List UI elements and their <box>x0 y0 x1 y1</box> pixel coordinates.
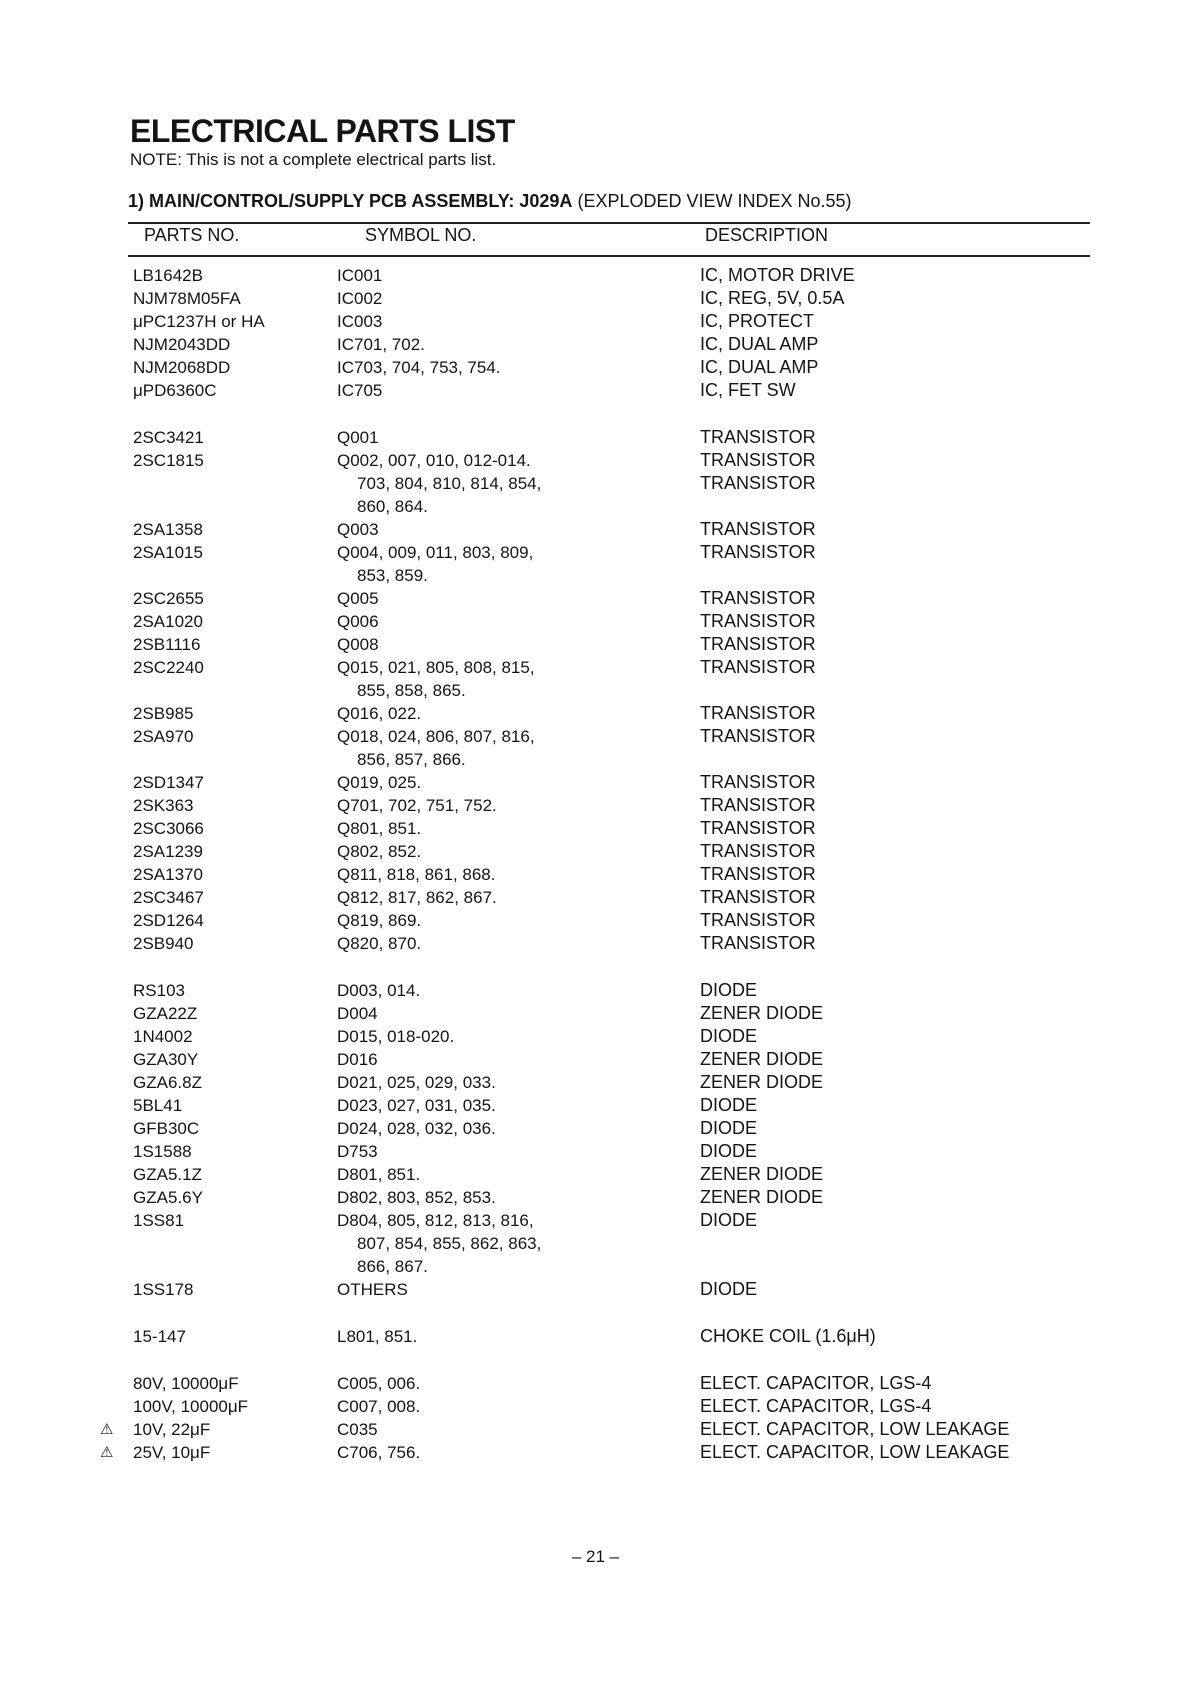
symbol-line: C035 <box>337 1420 378 1439</box>
note: NOTE: This is not a complete electrical parts list. <box>130 150 497 169</box>
description <box>700 633 816 656</box>
symbol-line: D021, 025, 029, 033. <box>337 1073 496 1092</box>
symbol-number <box>337 1002 378 1025</box>
part-number: 5BL41 <box>133 1096 183 1115</box>
symbol-number <box>337 310 382 333</box>
symbol-line: 866, 867. <box>357 1257 428 1276</box>
symbol-line: Q004, 009, 011, 803, 809, <box>337 543 534 562</box>
description <box>700 725 816 748</box>
symbol-number <box>337 541 533 587</box>
description-line: TRANSISTOR <box>700 542 816 562</box>
symbol-line: Q701, 702, 751, 752. <box>337 796 497 815</box>
description <box>700 518 816 541</box>
col-header-parts: PARTS NO. <box>144 225 240 245</box>
table-row <box>0 979 1191 1002</box>
description <box>700 449 816 495</box>
symbol-line: Q006 <box>337 612 379 631</box>
symbol-line: Q812, 817, 862, 867. <box>337 888 497 907</box>
table-row <box>0 1441 1191 1464</box>
description <box>700 979 757 1002</box>
symbol-number <box>337 379 382 402</box>
description-line: TRANSISTOR <box>700 726 816 746</box>
description-line: DIODE <box>700 1210 758 1230</box>
description <box>700 909 816 932</box>
description <box>700 886 816 909</box>
part-number: GZA5.6Y <box>133 1188 203 1207</box>
symbol-line: D801, 851. <box>337 1165 421 1184</box>
description-line: TRANSISTOR <box>700 818 816 838</box>
description <box>700 932 816 955</box>
symbol-line: Q005 <box>337 589 379 608</box>
description-line: ZENER DIODE <box>700 1003 824 1023</box>
symbol-line: Q001 <box>337 428 379 447</box>
part-number: 2SB940 <box>133 934 194 953</box>
symbol-line: 860, 864. <box>357 497 428 516</box>
description <box>700 1048 823 1071</box>
symbol-line: IC002 <box>337 289 383 308</box>
table-row <box>0 310 1191 333</box>
description <box>700 287 844 310</box>
symbol-line: IC705 <box>337 381 383 400</box>
part-number: 2SC3467 <box>133 888 204 907</box>
description <box>700 310 814 333</box>
table-row <box>0 518 1191 541</box>
description-line: IC, REG, 5V, 0.5A <box>700 288 845 308</box>
part-number: μPC1237H or HA <box>133 312 265 331</box>
symbol-number <box>337 656 535 702</box>
description <box>700 1325 876 1348</box>
symbol-line: D024, 028, 032, 036. <box>337 1119 496 1138</box>
symbol-number <box>337 886 497 909</box>
table-row <box>0 1325 1191 1372</box>
description <box>700 356 818 379</box>
description <box>700 1278 757 1301</box>
symbol-number <box>337 518 379 541</box>
description-line: DIODE <box>700 1279 758 1299</box>
part-number: NJM2068DD <box>133 358 231 377</box>
description <box>700 771 816 794</box>
part-number: 25V, 10μF <box>133 1443 211 1462</box>
section-heading <box>128 191 852 212</box>
table-row <box>0 886 1191 909</box>
part-number: 2SD1264 <box>133 911 204 930</box>
part-number: NJM2043DD <box>133 335 231 354</box>
symbol-number <box>337 1117 496 1140</box>
description <box>700 1117 757 1140</box>
symbol-number <box>337 725 535 771</box>
part-number: GZA30Y <box>133 1050 199 1069</box>
table-row <box>0 541 1191 587</box>
section-assembly: 1) MAIN/CONTROL/SUPPLY PCB ASSEMBLY: J029A <box>128 191 573 211</box>
symbol-line: Q002, 007, 010, 012-014. <box>337 451 531 470</box>
description-line: TRANSISTOR <box>700 473 816 493</box>
symbol-number <box>337 287 382 310</box>
description-line: TRANSISTOR <box>700 657 816 677</box>
description-line: TRANSISTOR <box>700 611 816 631</box>
symbol-line: 855, 858, 865. <box>357 681 466 700</box>
description <box>700 587 816 610</box>
table-row <box>0 264 1191 287</box>
description <box>700 1140 757 1163</box>
description <box>700 426 816 449</box>
part-number: 100V, 10000μF <box>133 1397 249 1416</box>
table-row <box>0 1372 1191 1395</box>
part-number: 1SS81 <box>133 1211 185 1230</box>
description-line: TRANSISTOR <box>700 450 816 470</box>
symbol-line: Q019, 025. <box>337 773 422 792</box>
symbol-number <box>337 1372 420 1395</box>
table-row <box>0 1418 1191 1441</box>
symbol-number <box>337 356 501 379</box>
description <box>700 840 816 863</box>
description-line: TRANSISTOR <box>700 427 816 447</box>
part-number: 2SA970 <box>133 727 194 746</box>
description <box>700 656 816 679</box>
part-number: 2SA1370 <box>133 865 203 884</box>
description-line: IC, FET SW <box>700 380 796 400</box>
description-line: DIODE <box>700 1026 758 1046</box>
description-line: CHOKE COIL (1.6μH) <box>700 1326 876 1346</box>
table-row <box>0 1071 1191 1094</box>
description-line: TRANSISTOR <box>700 588 816 608</box>
description-line: IC, PROTECT <box>700 311 815 331</box>
symbol-number <box>337 1140 378 1163</box>
table-row <box>0 656 1191 702</box>
table-row <box>0 1209 1191 1278</box>
description-line: DIODE <box>700 980 758 1000</box>
description <box>700 1441 1009 1464</box>
symbol-number <box>337 426 379 449</box>
table-row <box>0 1186 1191 1209</box>
symbol-line: Q015, 021, 805, 808, 815, <box>337 658 535 677</box>
part-number: 2SK363 <box>133 796 194 815</box>
table-row <box>0 1278 1191 1325</box>
symbol-line: D016 <box>337 1050 378 1069</box>
description <box>700 541 816 564</box>
part-number: GFB30C <box>133 1119 200 1138</box>
description-line: ELECT. CAPACITOR, LGS-4 <box>700 1373 932 1393</box>
table-row <box>0 426 1191 449</box>
symbol-line: 856, 857, 866. <box>357 750 466 769</box>
part-number: 2SA1015 <box>133 543 203 562</box>
description-line: TRANSISTOR <box>700 772 816 792</box>
col-header-description: DESCRIPTION <box>705 225 829 245</box>
symbol-number <box>337 333 425 356</box>
description <box>700 1418 1009 1441</box>
symbol-line: IC001 <box>337 266 383 285</box>
symbol-line: Q003 <box>337 520 379 539</box>
description <box>700 702 816 725</box>
safety-warning-icon: ⚠ <box>100 1444 114 1461</box>
symbol-number <box>337 1094 496 1117</box>
description-line: TRANSISTOR <box>700 795 816 815</box>
part-number: GZA5.1Z <box>133 1165 202 1184</box>
part-number: 10V, 22μF <box>133 1420 211 1439</box>
symbol-number <box>337 863 495 886</box>
table-row <box>0 1395 1191 1418</box>
part-number: 2SC3421 <box>133 428 204 447</box>
symbol-line: Q801, 851. <box>337 819 422 838</box>
symbol-line: Q819, 869. <box>337 911 422 930</box>
symbol-number <box>337 1395 420 1418</box>
table-row <box>0 771 1191 794</box>
description-line: TRANSISTOR <box>700 634 816 654</box>
table-row <box>0 725 1191 771</box>
description <box>700 333 818 356</box>
part-number: 1SS178 <box>133 1280 194 1299</box>
part-number: GZA22Z <box>133 1004 198 1023</box>
description <box>700 379 796 402</box>
part-number: 2SD1347 <box>133 773 204 792</box>
symbol-line: Q008 <box>337 635 379 654</box>
description-line: ZENER DIODE <box>700 1187 824 1207</box>
symbol-line: L801, 851. <box>337 1327 418 1346</box>
header-top-rule <box>128 222 1090 224</box>
header-bottom-rule <box>128 255 1090 257</box>
description-line: IC, DUAL AMP <box>700 357 819 377</box>
table-row <box>0 817 1191 840</box>
table-row <box>0 702 1191 725</box>
symbol-line: D015, 018-020. <box>337 1027 455 1046</box>
part-number: 2SC2240 <box>133 658 204 677</box>
part-number: GZA6.8Z <box>133 1073 202 1092</box>
table-row <box>0 449 1191 518</box>
part-number: 15-147 <box>133 1327 186 1346</box>
part-number: 2SC1815 <box>133 451 204 470</box>
part-number: 80V, 10000μF <box>133 1374 239 1393</box>
description-line: TRANSISTOR <box>700 933 816 953</box>
symbol-number <box>337 449 541 518</box>
symbol-number <box>337 1209 541 1278</box>
table-row <box>0 610 1191 633</box>
description <box>700 1372 931 1395</box>
part-number: 2SA1358 <box>133 520 203 539</box>
description-line: TRANSISTOR <box>700 864 816 884</box>
symbol-line: IC003 <box>337 312 383 331</box>
symbol-number <box>337 1186 496 1209</box>
table-row <box>0 356 1191 379</box>
description <box>700 1025 757 1048</box>
table-row <box>0 909 1191 932</box>
symbol-line: Q802, 852. <box>337 842 422 861</box>
description-line: IC, DUAL AMP <box>700 334 819 354</box>
description-line: TRANSISTOR <box>700 703 816 723</box>
symbol-number <box>337 817 421 840</box>
table-row <box>0 932 1191 979</box>
symbol-line: Q811, 818, 861, 868. <box>337 865 496 884</box>
description <box>700 610 816 633</box>
symbol-line: D802, 803, 852, 853. <box>337 1188 496 1207</box>
safety-warning-icon: ⚠ <box>100 1421 114 1438</box>
description <box>700 1209 757 1232</box>
part-number: 2SC3066 <box>133 819 204 838</box>
table-row <box>0 1140 1191 1163</box>
symbol-line: D804, 805, 812, 813, 816, <box>337 1211 534 1230</box>
description <box>700 817 816 840</box>
symbol-line: Q820, 870. <box>337 934 422 953</box>
table-row <box>0 633 1191 656</box>
description-line: ELECT. CAPACITOR, LGS-4 <box>700 1396 932 1416</box>
symbol-number <box>337 909 421 932</box>
description-line: DIODE <box>700 1118 758 1138</box>
description <box>700 1002 823 1025</box>
description <box>700 264 855 287</box>
part-number: RS103 <box>133 981 185 1000</box>
part-number: 2SA1239 <box>133 842 203 861</box>
description-line: TRANSISTOR <box>700 519 816 539</box>
part-number: 2SC2655 <box>133 589 204 608</box>
symbol-number <box>337 610 379 633</box>
symbol-number <box>337 587 379 610</box>
description-line: TRANSISTOR <box>700 841 816 861</box>
symbol-line: D003, 014. <box>337 981 421 1000</box>
section-index: (EXPLODED VIEW INDEX No.55) <box>577 191 852 211</box>
table-row <box>0 379 1191 426</box>
description-line: ELECT. CAPACITOR, LOW LEAKAGE <box>700 1419 1010 1439</box>
symbol-number <box>337 1048 378 1071</box>
table-row <box>0 1025 1191 1048</box>
part-number: μPD6360C <box>133 381 217 400</box>
description-line: DIODE <box>700 1095 758 1115</box>
symbol-line: IC701, 702. <box>337 335 425 354</box>
description-line: DIODE <box>700 1141 758 1161</box>
symbol-number <box>337 979 420 1002</box>
symbol-line: C706, 756. <box>337 1443 421 1462</box>
description <box>700 1094 757 1117</box>
symbol-number <box>337 1278 408 1301</box>
description-line: ZENER DIODE <box>700 1049 824 1069</box>
symbol-line: D753 <box>337 1142 378 1161</box>
table-row <box>0 287 1191 310</box>
description <box>700 1071 823 1094</box>
symbol-number <box>337 1163 420 1186</box>
symbol-number <box>337 771 421 794</box>
symbol-number <box>337 932 421 955</box>
description-line: ZENER DIODE <box>700 1072 824 1092</box>
table-row <box>0 794 1191 817</box>
table-row <box>0 840 1191 863</box>
description <box>700 1186 823 1209</box>
table-row <box>0 1094 1191 1117</box>
symbol-line: 703, 804, 810, 814, 854, <box>357 474 542 493</box>
part-number: LB1642B <box>133 266 203 285</box>
symbol-number <box>337 1441 420 1464</box>
symbol-line: OTHERS <box>337 1280 408 1299</box>
description-line: TRANSISTOR <box>700 910 816 930</box>
table-row <box>0 587 1191 610</box>
table-row <box>0 1048 1191 1071</box>
page-title: ELECTRICAL PARTS LIST <box>130 113 515 149</box>
col-header-symbol: SYMBOL NO. <box>365 225 477 245</box>
symbol-line: C007, 008. <box>337 1397 421 1416</box>
symbol-number <box>337 1325 417 1348</box>
symbol-line: D023, 027, 031, 035. <box>337 1096 496 1115</box>
symbol-number <box>337 264 382 287</box>
part-number: 2SA1020 <box>133 612 203 631</box>
part-number: NJM78M05FA <box>133 289 241 308</box>
symbol-number <box>337 1025 454 1048</box>
description <box>700 794 816 817</box>
symbol-line: Q018, 024, 806, 807, 816, <box>337 727 535 746</box>
description-line: ELECT. CAPACITOR, LOW LEAKAGE <box>700 1442 1010 1462</box>
parts-table <box>0 264 1191 1464</box>
symbol-line: D004 <box>337 1004 378 1023</box>
part-number: 2SB985 <box>133 704 194 723</box>
table-row <box>0 1117 1191 1140</box>
symbol-line: C005, 006. <box>337 1374 421 1393</box>
description-line: IC, MOTOR DRIVE <box>700 265 855 285</box>
symbol-number <box>337 1418 378 1441</box>
part-number: 1N4002 <box>133 1027 193 1046</box>
part-number: 1S1588 <box>133 1142 192 1161</box>
symbol-number <box>337 633 379 656</box>
table-row <box>0 863 1191 886</box>
table-row <box>0 333 1191 356</box>
table-row <box>0 1002 1191 1025</box>
description <box>700 863 816 886</box>
description <box>700 1395 931 1418</box>
symbol-line: 807, 854, 855, 862, 863, <box>357 1234 542 1253</box>
description <box>700 1163 823 1186</box>
description-line: TRANSISTOR <box>700 887 816 907</box>
part-number: 2SB1116 <box>133 635 201 654</box>
symbol-number <box>337 840 421 863</box>
symbol-number <box>337 702 421 725</box>
symbol-line: IC703, 704, 753, 754. <box>337 358 501 377</box>
symbol-line: 853, 859. <box>357 566 428 585</box>
description-line: ZENER DIODE <box>700 1164 824 1184</box>
symbol-line: Q016, 022. <box>337 704 422 723</box>
symbol-number <box>337 1071 496 1094</box>
symbol-number <box>337 794 497 817</box>
table-row <box>0 1163 1191 1186</box>
page-number: – 21 – <box>571 1547 620 1566</box>
